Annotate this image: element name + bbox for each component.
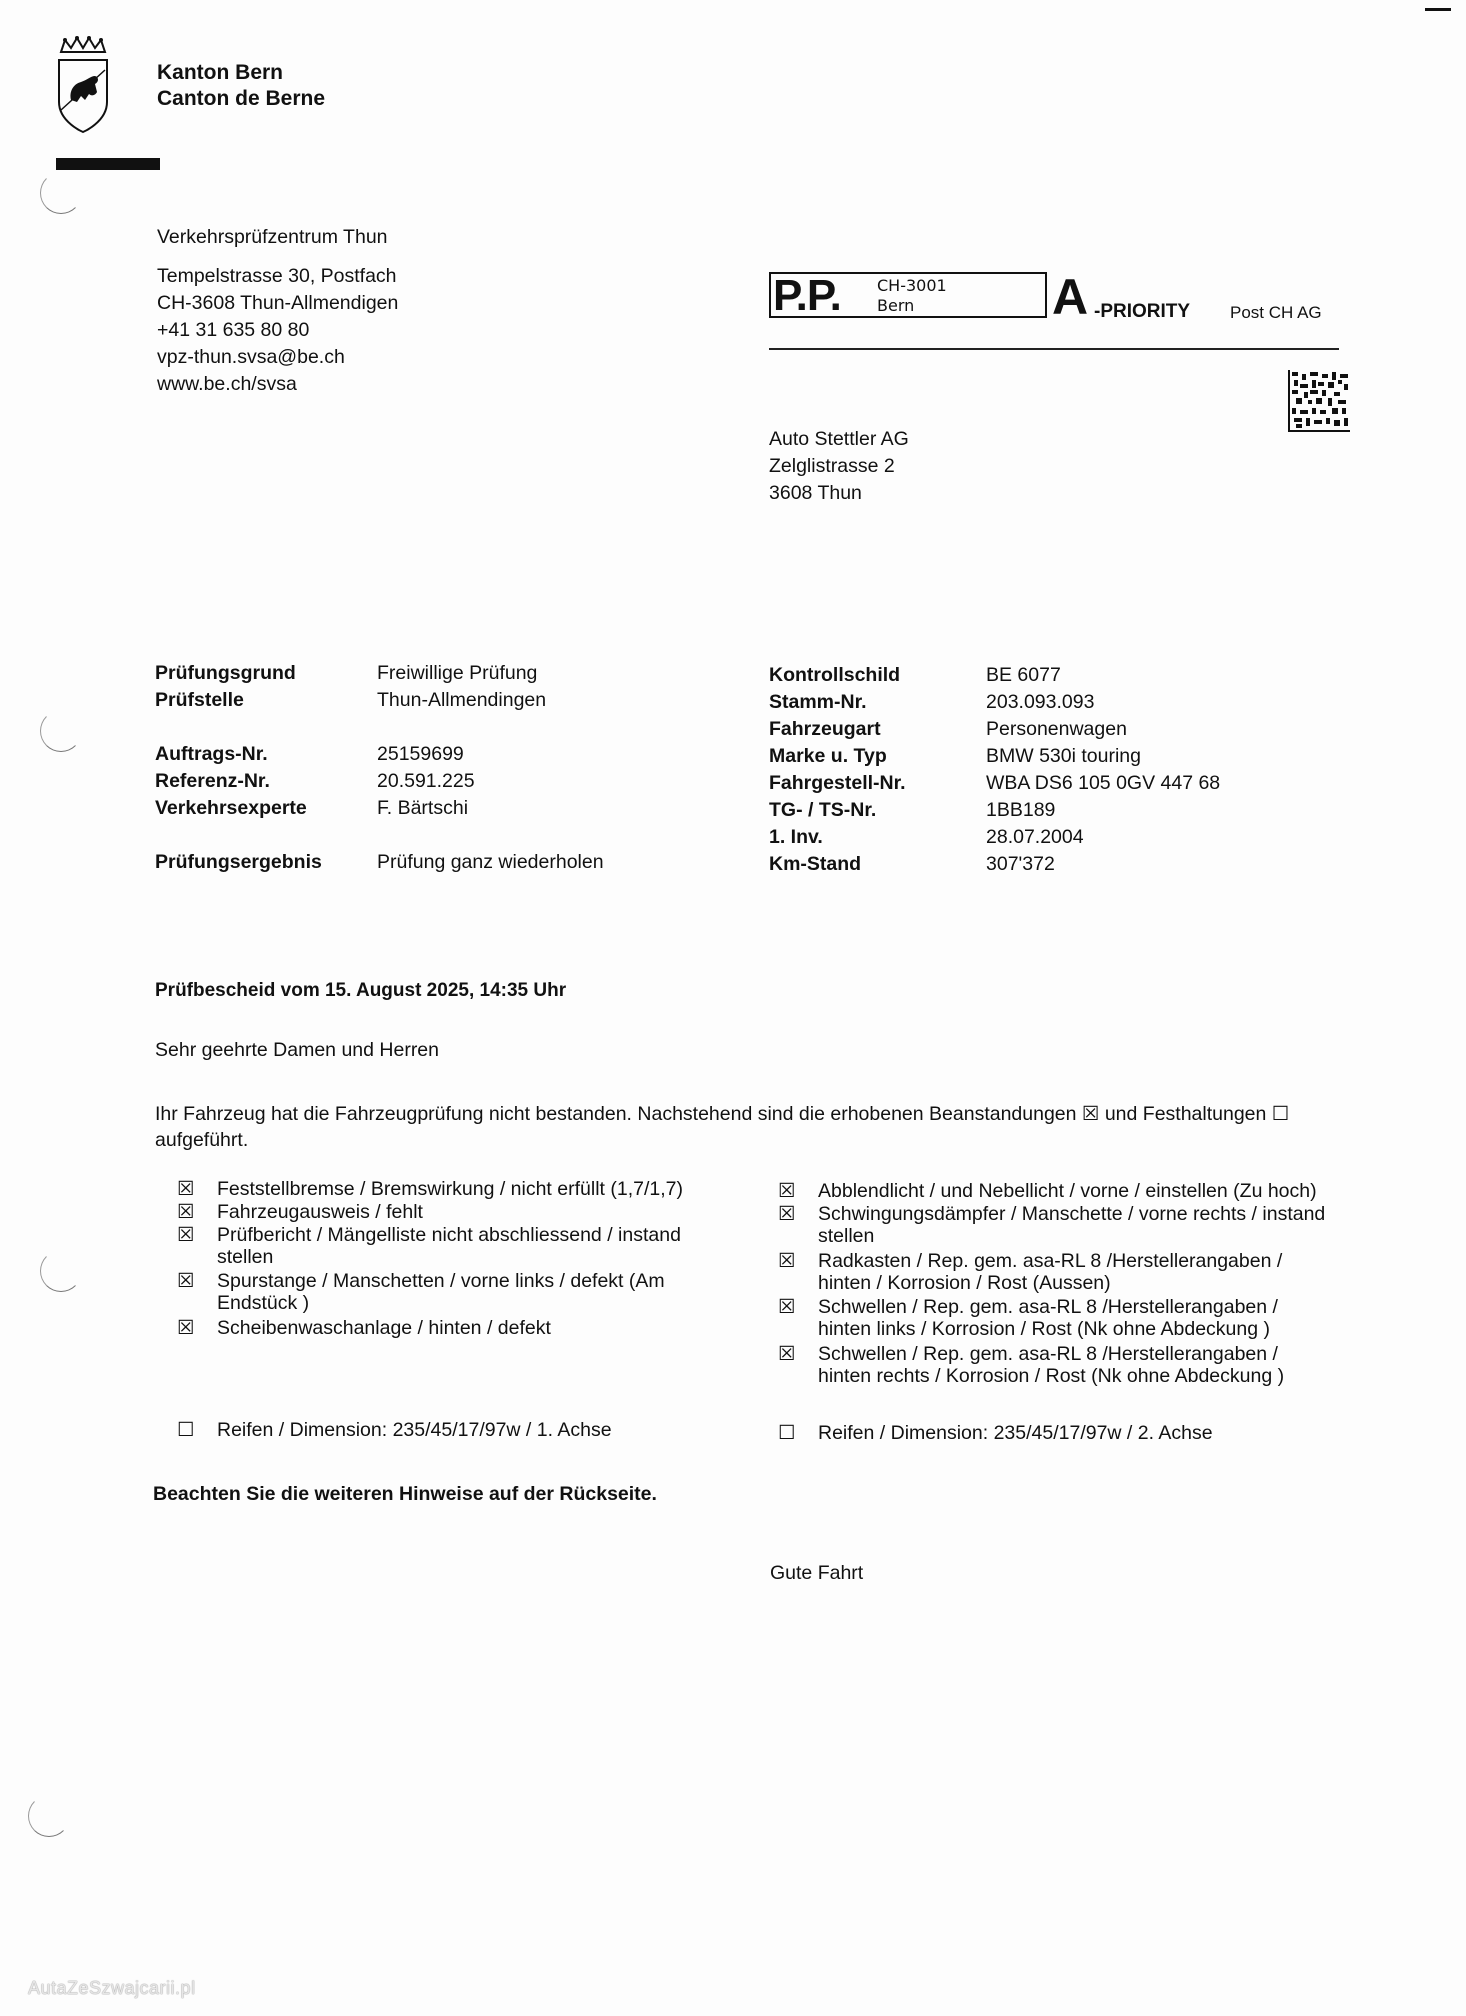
- punch-hole: [40, 710, 82, 752]
- post-carrier: Post CH AG: [1230, 303, 1322, 322]
- observation-item: [778, 1422, 1378, 1444]
- priority-letter: A: [1052, 269, 1089, 325]
- recipient-name: Auto Stettler AG: [769, 428, 909, 450]
- finding-text: hinten rechts / Korrosion / Rost (Nk ohne Abdeckung ): [818, 1365, 1285, 1387]
- observation-text: Reifen / Dimension: 235/45/17/97w / 1. Achse: [217, 1419, 612, 1441]
- info-label: Kontrollschild: [769, 664, 901, 686]
- finding-item: [177, 1224, 737, 1268]
- finding-item: [778, 1343, 1378, 1387]
- intro-text: aufgeführt.: [155, 1129, 249, 1151]
- punch-hole: [40, 1250, 82, 1292]
- info-label: Fahrzeugart: [769, 718, 881, 740]
- recipient-city: 3608 Thun: [769, 482, 862, 504]
- pp-city: Bern: [877, 296, 915, 315]
- datamatrix-code: [1288, 370, 1350, 432]
- finding-text: hinten / Korrosion / Rost (Aussen): [818, 1272, 1111, 1294]
- org-line1: Kanton Bern: [157, 61, 283, 84]
- pp-label: P.P.: [773, 271, 841, 320]
- unchecked-box-icon: ☐: [778, 1422, 796, 1444]
- finding-text: Schwingungsdämpfer / Manschette / vorne rechts / instand: [818, 1203, 1326, 1225]
- bern-bear-crest-icon: [55, 36, 111, 136]
- sender-city: CH-3608 Thun-Allmendigen: [157, 292, 399, 314]
- finding-text: stellen: [818, 1225, 875, 1247]
- info-label: Prüfungsergebnis: [155, 851, 322, 873]
- finding-item: [778, 1296, 1378, 1340]
- checked-box-icon: ☒: [778, 1250, 796, 1272]
- sender-name: Verkehrsprüfzentrum Thun: [157, 226, 388, 248]
- punch-hole: [40, 172, 82, 214]
- checked-box-icon: ☒: [778, 1180, 796, 1202]
- finding-item: [177, 1270, 737, 1314]
- info-label: Prüfstelle: [155, 689, 244, 711]
- finding-text: Endstück ): [217, 1292, 310, 1314]
- info-value: 203.093.093: [986, 691, 1095, 713]
- info-value: F. Bärtschi: [377, 797, 469, 819]
- info-label: Referenz-Nr.: [155, 770, 270, 792]
- checked-box-icon: ☒: [177, 1224, 195, 1246]
- info-label: Km-Stand: [769, 853, 862, 875]
- recipient-address: [769, 426, 909, 507]
- info-value: WBA DS6 105 0GV 447 68: [986, 772, 1221, 794]
- sender-address: [157, 224, 398, 398]
- recipient-street: Zelglistrasse 2: [769, 455, 895, 477]
- info-value: Freiwillige Prüfung: [377, 662, 538, 684]
- finding-text: Scheibenwaschanlage / hinten / defekt: [217, 1317, 551, 1339]
- sender-web: www.be.ch/svsa: [157, 373, 297, 395]
- pp-code: CH-3001: [877, 276, 947, 295]
- checked-box-icon: ☒: [778, 1296, 796, 1318]
- info-label: Auftrags-Nr.: [155, 743, 268, 765]
- org-line2: Canton de Berne: [157, 87, 326, 110]
- checked-box-icon: ☒: [778, 1203, 796, 1225]
- info-value: 25159699: [377, 743, 464, 765]
- finding-text: Fahrzeugausweis / fehlt: [217, 1201, 423, 1223]
- finding-text: stellen: [217, 1246, 274, 1268]
- sender-street: Tempelstrasse 30, Postfach: [157, 265, 397, 287]
- unchecked-box-icon: ☐: [177, 1419, 195, 1441]
- info-label: Verkehrsexperte: [155, 797, 307, 819]
- finding-text: Radkasten / Rep. gem. asa-RL 8 /Herstellerangaben /: [818, 1250, 1283, 1272]
- info-label: Fahrgestell-Nr.: [769, 772, 906, 794]
- finding-item: [778, 1250, 1378, 1294]
- org-name: [157, 60, 325, 112]
- intro-paragraph: [155, 1101, 1355, 1153]
- closing: Gute Fahrt: [770, 1562, 864, 1584]
- info-label: Marke u. Typ: [769, 745, 887, 767]
- finding-text: Feststellbremse / Bremswirkung / nicht erfüllt (1,7/1,7): [217, 1178, 683, 1200]
- info-label: Stamm-Nr.: [769, 691, 867, 713]
- info-label: 1. Inv.: [769, 826, 823, 848]
- observation-text: Reifen / Dimension: 235/45/17/97w / 2. Achse: [818, 1422, 1213, 1444]
- address-rule: [769, 348, 1339, 350]
- checked-box-icon: ☒: [177, 1201, 195, 1223]
- finding-text: hinten links / Korrosion / Rost (Nk ohne Abdeckung ): [818, 1318, 1270, 1340]
- info-value: Prüfung ganz wiederholen: [377, 851, 604, 873]
- info-value: Thun-Allmendingen: [377, 689, 547, 711]
- info-label: Prüfungsgrund: [155, 662, 296, 684]
- info-value: 28.07.2004: [986, 826, 1084, 848]
- finding-item: [177, 1201, 737, 1223]
- margin-mark: [1425, 8, 1451, 11]
- finding-text: Schwellen / Rep. gem. asa-RL 8 /Herstellerangaben /: [818, 1296, 1278, 1318]
- watermark: AutaZeSzwajcarii.pl: [28, 1978, 196, 1998]
- priority-text: -PRIORITY: [1094, 301, 1191, 322]
- sender-email: vpz-thun.svsa@be.ch: [157, 346, 345, 368]
- finding-text: Abblendlicht / und Nebellicht / vorne / einstellen (Zu hoch): [818, 1180, 1317, 1202]
- intro-text: und Festhaltungen: [1104, 1103, 1267, 1125]
- info-label: TG- / TS-Nr.: [769, 799, 877, 821]
- info-value: Personenwagen: [986, 718, 1127, 740]
- pp-origin: [877, 276, 947, 316]
- punch-hole: [28, 1795, 70, 1837]
- finding-text: Prüfbericht / Mängelliste nicht abschliessend / instand: [217, 1224, 681, 1246]
- unchecked-box-icon: ☐: [1271, 1103, 1290, 1125]
- checked-box-icon: ☒: [177, 1270, 195, 1292]
- finding-item: [778, 1203, 1378, 1247]
- finding-text: Spurstange / Manschetten / vorne links / defekt (Am: [217, 1270, 665, 1292]
- checked-box-icon: ☒: [177, 1178, 195, 1200]
- info-value: 1BB189: [986, 799, 1056, 821]
- finding-item: [177, 1317, 737, 1339]
- salutation: Sehr geehrte Damen und Herren: [155, 1039, 439, 1061]
- checked-box-icon: ☒: [177, 1317, 195, 1339]
- decision-heading: Prüfbescheid vom 15. August 2025, 14:35 Uhr: [155, 980, 567, 1001]
- reverse-side-note: Beachten Sie die weiteren Hinweise auf der Rückseite.: [153, 1483, 657, 1505]
- checked-box-icon: ☒: [778, 1343, 796, 1365]
- observation-item: [177, 1419, 737, 1441]
- intro-text: Ihr Fahrzeug hat die Fahrzeugprüfung nicht bestanden. Nachstehend sind die erhobenen Beanstandungen: [155, 1103, 1077, 1125]
- info-value: 20.591.225: [377, 770, 475, 792]
- info-value: BMW 530i touring: [986, 745, 1141, 767]
- sender-phone: +41 31 635 80 80: [157, 319, 310, 341]
- finding-text: Schwellen / Rep. gem. asa-RL 8 /Herstellerangaben /: [818, 1343, 1278, 1365]
- info-value: BE 6077: [986, 664, 1061, 686]
- checked-box-icon: ☒: [1081, 1103, 1100, 1125]
- redaction-bar: [56, 158, 160, 170]
- info-value: 307'372: [986, 853, 1055, 875]
- finding-item: [778, 1180, 1378, 1202]
